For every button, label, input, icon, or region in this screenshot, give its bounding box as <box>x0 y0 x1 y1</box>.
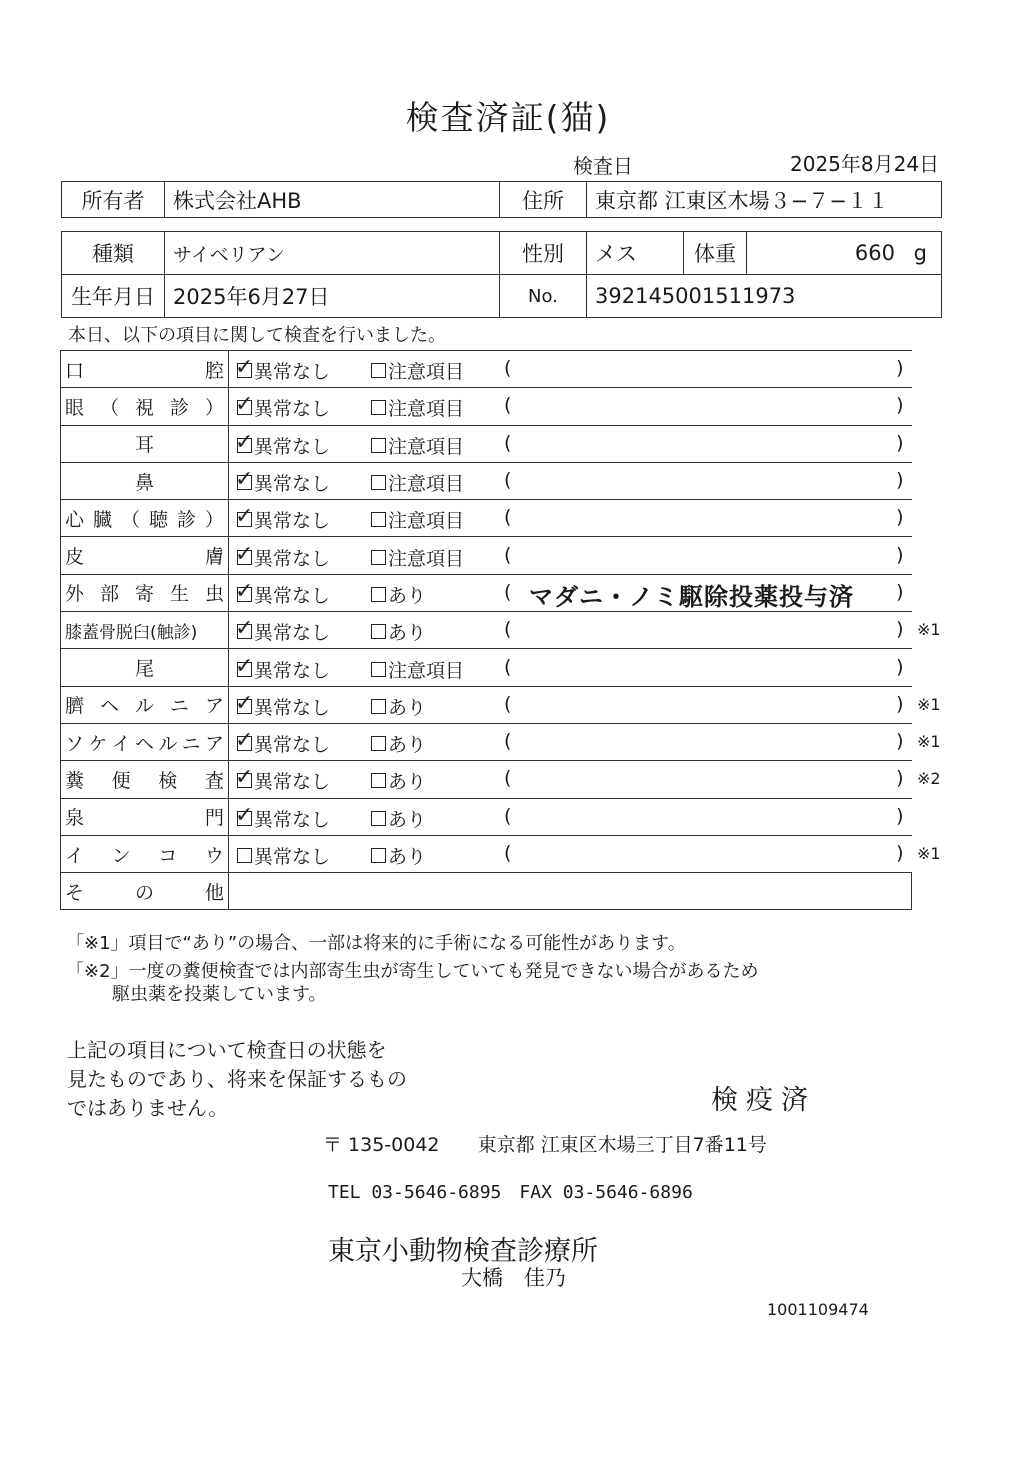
dob-value: 2025年6月27日 <box>165 275 500 318</box>
paren-open: ( <box>504 618 512 641</box>
finding-option[interactable] <box>371 581 426 608</box>
checkbox-icon[interactable] <box>235 653 254 679</box>
finding-option[interactable] <box>371 394 464 421</box>
clinic-address-line <box>323 1130 767 1157</box>
option-label: 異常なし <box>254 696 331 719</box>
exam-item-name <box>61 351 229 388</box>
checkbox-icon[interactable] <box>371 512 386 527</box>
footnote-mark: ※1 <box>917 694 941 714</box>
owner-value: 株式会社AHB <box>165 182 500 218</box>
breed-value: サイベリアン <box>165 232 500 275</box>
paren-close: ) <box>896 655 904 678</box>
exam-row <box>61 761 912 798</box>
option-label: あり <box>388 734 427 757</box>
option-label: 異常なし <box>254 622 331 645</box>
exam-date-label: 検査日 <box>573 154 633 178</box>
option-label: 異常なし <box>254 398 331 421</box>
no-label: No. <box>500 275 587 318</box>
paren-open: ( <box>504 804 512 827</box>
checkbox-icon[interactable] <box>371 736 386 751</box>
finding-option[interactable] <box>371 767 426 794</box>
exam-item-label: 尾 <box>134 658 154 681</box>
paren-open: ( <box>504 431 512 454</box>
checkbox-icon[interactable] <box>235 504 254 530</box>
no-abnormality-option[interactable] <box>237 730 330 757</box>
checkbox-icon[interactable] <box>235 429 254 455</box>
check-mark-icon: ✓ <box>235 392 254 418</box>
option-label: あり <box>388 771 427 794</box>
exam-item-label: 鼻 <box>134 471 154 494</box>
exam-item-label: 眼 （ 視 診 ） <box>65 396 224 419</box>
breed-label: 種類 <box>62 232 165 275</box>
exam-options <box>229 835 912 872</box>
option-label: 注意項目 <box>388 398 465 421</box>
disclaimer-line-1: 上記の項目について検査日の状態を <box>67 1038 387 1062</box>
weight-cell <box>747 232 942 275</box>
sex-label: 性別 <box>500 232 587 275</box>
owner-table <box>61 181 942 218</box>
paren-close: ) <box>896 804 904 827</box>
other-notes[interactable] <box>229 873 912 910</box>
clinic-phone: TEL 03-5646-6895 FAX 03-5646-6896 <box>328 1182 693 1203</box>
checkbox-icon[interactable] <box>371 587 386 602</box>
exam-options <box>229 500 912 537</box>
checkbox-icon[interactable] <box>371 475 386 490</box>
option-label: 異常なし <box>254 547 331 570</box>
exam-item-name <box>61 574 229 611</box>
weight-label: 体重 <box>684 232 747 275</box>
no-abnormality-option[interactable] <box>235 429 331 459</box>
no-abnormality-option[interactable] <box>235 653 331 683</box>
finding-option[interactable] <box>371 842 426 869</box>
finding-option[interactable] <box>371 469 464 496</box>
exam-table <box>60 350 912 910</box>
postal-code: 〒 135-0042 <box>323 1134 440 1156</box>
paren-close: ) <box>896 692 904 715</box>
exam-row <box>61 574 912 611</box>
exam-options <box>229 686 912 723</box>
checkbox-icon[interactable] <box>235 802 254 828</box>
finding-option[interactable] <box>371 656 464 683</box>
disclaimer-line-3: ではありません。 <box>67 1096 229 1120</box>
finding-option[interactable] <box>371 730 426 757</box>
exam-item-name <box>61 649 229 686</box>
paren-close: ) <box>896 618 904 641</box>
paren-open: ( <box>504 357 512 380</box>
check-mark-icon: ✓ <box>235 467 254 493</box>
exam-item-name <box>61 873 229 910</box>
finding-option[interactable] <box>371 805 426 832</box>
paren-close: ) <box>896 842 904 864</box>
option-label: 注意項目 <box>388 473 465 496</box>
option-label: 注意項目 <box>388 547 465 570</box>
no-abnormality-option[interactable] <box>237 506 330 533</box>
checkbox-icon[interactable] <box>235 578 254 604</box>
footnote-2-line-1: 「※2」一度の糞便検査では内部寄生虫が寄生していても発見できない場合があるため <box>66 961 759 982</box>
exam-item-name <box>61 425 229 462</box>
exam-row <box>61 649 912 686</box>
weight-unit: g <box>913 241 927 265</box>
exam-options <box>229 462 912 499</box>
exam-options <box>229 761 912 798</box>
exam-row-other <box>61 873 912 910</box>
exam-item-name <box>61 388 229 425</box>
exam-options <box>229 649 912 686</box>
paren-open: ( <box>504 469 512 492</box>
exam-item-label: 心 臓 （ 聴 診 ） <box>65 508 224 531</box>
exam-item-name <box>61 462 229 499</box>
exam-item-label: 臍 ヘ ル ニ ア <box>65 695 224 718</box>
paren-open: ( <box>504 506 512 529</box>
exam-options <box>229 574 912 611</box>
check-mark-icon: ✓ <box>235 429 254 455</box>
checkbox-icon[interactable] <box>237 848 252 863</box>
checkbox-icon[interactable] <box>235 616 254 642</box>
no-abnormality-option[interactable] <box>235 690 331 720</box>
exam-options <box>229 798 912 835</box>
no-abnormality-option[interactable] <box>235 541 331 571</box>
clinic-address: 東京都 江東区木場三丁目7番11号 <box>477 1134 767 1156</box>
option-label: 注意項目 <box>388 435 465 458</box>
exam-item-name <box>61 761 229 798</box>
checkbox-icon[interactable] <box>371 773 386 788</box>
exam-row <box>61 798 912 835</box>
exam-row <box>61 388 912 425</box>
option-label: 注意項目 <box>388 659 465 682</box>
option-label: 異常なし <box>254 734 331 757</box>
paren-close: ) <box>896 767 904 790</box>
exam-row <box>61 425 912 462</box>
paren-open: ( <box>504 394 512 417</box>
exam-item-label: 外 部 寄 生 虫 <box>65 583 224 606</box>
exam-row <box>61 500 912 537</box>
vet-name: 大橋 佳乃 <box>461 1266 566 1290</box>
check-mark-icon: ✓ <box>235 616 254 642</box>
exam-item-label: 泉 門 <box>65 807 224 830</box>
checkbox-icon[interactable] <box>371 550 386 565</box>
footnote-2-line-2: 駆虫薬を投薬しています。 <box>112 984 327 1005</box>
check-mark-icon: ✓ <box>235 765 254 791</box>
paren-close: ) <box>896 543 904 566</box>
no-abnormality-option[interactable] <box>237 394 330 421</box>
checkbox-icon[interactable] <box>371 848 386 863</box>
paren-close: ) <box>896 357 904 380</box>
exam-item-name <box>61 500 229 537</box>
clinic-name: 東京小動物検査診療所 <box>328 1236 598 1267</box>
weight-value: 660 <box>854 241 895 265</box>
option-label: 異常なし <box>254 659 331 682</box>
checkbox-icon[interactable] <box>235 467 254 493</box>
exam-options <box>229 723 912 760</box>
check-mark-icon: ✓ <box>235 355 254 381</box>
exam-item-label: 耳 <box>134 434 154 457</box>
exam-row <box>61 537 912 574</box>
exam-item-label: 膝蓋骨脱臼(触診) <box>65 622 198 643</box>
finding-option[interactable] <box>371 618 426 645</box>
no-abnormality-option[interactable] <box>237 842 330 869</box>
paren-open: ( <box>504 655 512 678</box>
exam-options <box>229 388 912 425</box>
paren-open: ( <box>504 692 512 715</box>
sex-value: メス <box>587 232 684 275</box>
exam-options <box>229 612 912 649</box>
exam-item-label: イ ン コ ウ <box>65 844 224 867</box>
checkbox-icon[interactable] <box>371 438 386 453</box>
option-label: 異常なし <box>254 771 331 794</box>
address-label: 住所 <box>500 182 587 218</box>
option-label: あり <box>388 622 427 645</box>
exam-row <box>61 351 912 388</box>
no-abnormality-option[interactable] <box>237 767 330 794</box>
option-label: 異常なし <box>254 473 331 496</box>
check-mark-icon: ✓ <box>235 578 254 604</box>
exam-item-label: ソ ケ イ ヘ ル ニ ア <box>65 732 224 755</box>
checkbox-icon[interactable] <box>235 541 254 567</box>
option-label: 異常なし <box>254 846 331 868</box>
paren-close: ) <box>896 394 904 417</box>
exam-item-name <box>61 686 229 723</box>
option-label: 異常なし <box>254 510 331 533</box>
address-value: 東京都 江東区木場３−７−１１ <box>587 182 942 218</box>
finding-option[interactable] <box>371 432 464 459</box>
paren-close: ) <box>896 469 904 492</box>
exam-options <box>229 425 912 462</box>
exam-date: 2025年8月24日 <box>790 152 940 176</box>
exam-item-name <box>61 798 229 835</box>
dob-label: 生年月日 <box>62 275 165 318</box>
option-label: 注意項目 <box>388 361 465 384</box>
footnote-1: 「※1」項目で“あり”の場合、一部は将来的に手術になる可能性があります。 <box>66 933 686 954</box>
owner-label: 所有者 <box>62 182 165 218</box>
checkbox-icon[interactable] <box>371 400 386 415</box>
check-mark-icon: ✓ <box>235 653 254 679</box>
finding-option[interactable] <box>371 357 464 384</box>
exam-item-label: 皮 膚 <box>65 546 224 569</box>
footnote-mark: ※1 <box>917 620 941 640</box>
exam-row <box>61 612 912 649</box>
intro-text: 本日、以下の項目に関して検査を行いました。 <box>68 325 446 346</box>
no-abnormality-option[interactable] <box>237 618 330 645</box>
serial-number: 1001109474 <box>767 1300 869 1319</box>
paren-open: ( <box>504 580 512 603</box>
option-label: 異常なし <box>254 584 331 607</box>
check-mark-icon: ✓ <box>235 541 254 567</box>
paren-open: ( <box>504 730 512 753</box>
paren-close: ) <box>896 431 904 454</box>
no-abnormality-option[interactable] <box>235 802 331 832</box>
paren-open: ( <box>504 842 512 864</box>
exam-note: マダニ・ノミ駆除投薬投与済 <box>529 582 854 611</box>
paren-open: ( <box>504 767 512 790</box>
exam-item-label: 口 腔 <box>65 359 224 382</box>
exam-item-label: 糞 便 検 査 <box>65 769 224 792</box>
exam-item-name <box>61 612 229 649</box>
other-label: そ の 他 <box>65 881 224 904</box>
no-abnormality-option[interactable] <box>235 578 331 608</box>
check-mark-icon: ✓ <box>235 690 254 716</box>
footnote-mark: ※2 <box>917 769 941 789</box>
paren-close: ) <box>896 730 904 753</box>
checkbox-icon[interactable] <box>371 363 386 378</box>
finding-option[interactable] <box>371 693 426 720</box>
paren-open: ( <box>504 543 512 566</box>
footnote-mark: ※1 <box>917 843 941 863</box>
exam-options <box>229 351 912 388</box>
no-value: 392145001511973 <box>587 275 942 318</box>
paren-close: ) <box>896 580 904 603</box>
disclaimer-line-2: 見たものであり、将来を保証するもの <box>67 1067 407 1091</box>
option-label: 注意項目 <box>388 510 465 533</box>
exam-item-name <box>61 537 229 574</box>
exam-options <box>229 537 912 574</box>
checkbox-icon[interactable] <box>235 765 254 791</box>
document-title: 検査済証(猫) <box>405 98 611 137</box>
checkbox-icon[interactable] <box>371 662 386 677</box>
no-abnormality-option[interactable] <box>237 469 330 496</box>
option-label: 異常なし <box>254 435 331 458</box>
checkbox-icon[interactable] <box>371 699 386 714</box>
finding-option[interactable] <box>371 544 464 571</box>
paren-close: ) <box>896 506 904 529</box>
disclaimer <box>67 1036 407 1123</box>
finding-option[interactable] <box>371 506 464 533</box>
checkbox-icon[interactable] <box>235 690 254 716</box>
pet-table <box>61 231 942 318</box>
option-label: あり <box>388 808 427 831</box>
checkbox-icon[interactable] <box>235 355 254 381</box>
check-mark-icon: ✓ <box>235 504 254 530</box>
exam-item-name <box>61 723 229 760</box>
check-mark-icon: ✓ <box>235 802 254 828</box>
checkbox-icon[interactable] <box>371 624 386 639</box>
check-mark-icon: ✓ <box>235 728 254 754</box>
footnote-mark: ※1 <box>917 732 941 751</box>
option-label: 異常なし <box>254 361 331 384</box>
exam-row <box>61 835 912 872</box>
exam-item-name <box>61 835 229 872</box>
no-abnormality-option[interactable] <box>237 357 330 384</box>
exam-row <box>61 462 912 499</box>
option-label: あり <box>388 696 427 719</box>
option-label: 異常なし <box>254 808 331 831</box>
checkbox-icon[interactable] <box>235 392 254 418</box>
checkbox-icon[interactable] <box>235 728 254 754</box>
quarantine-stamp: 検疫済 <box>711 1085 816 1116</box>
exam-row <box>61 686 912 723</box>
checkbox-icon[interactable] <box>371 811 386 826</box>
option-label: あり <box>388 584 427 607</box>
exam-row <box>61 723 912 760</box>
option-label: あり <box>388 846 427 868</box>
